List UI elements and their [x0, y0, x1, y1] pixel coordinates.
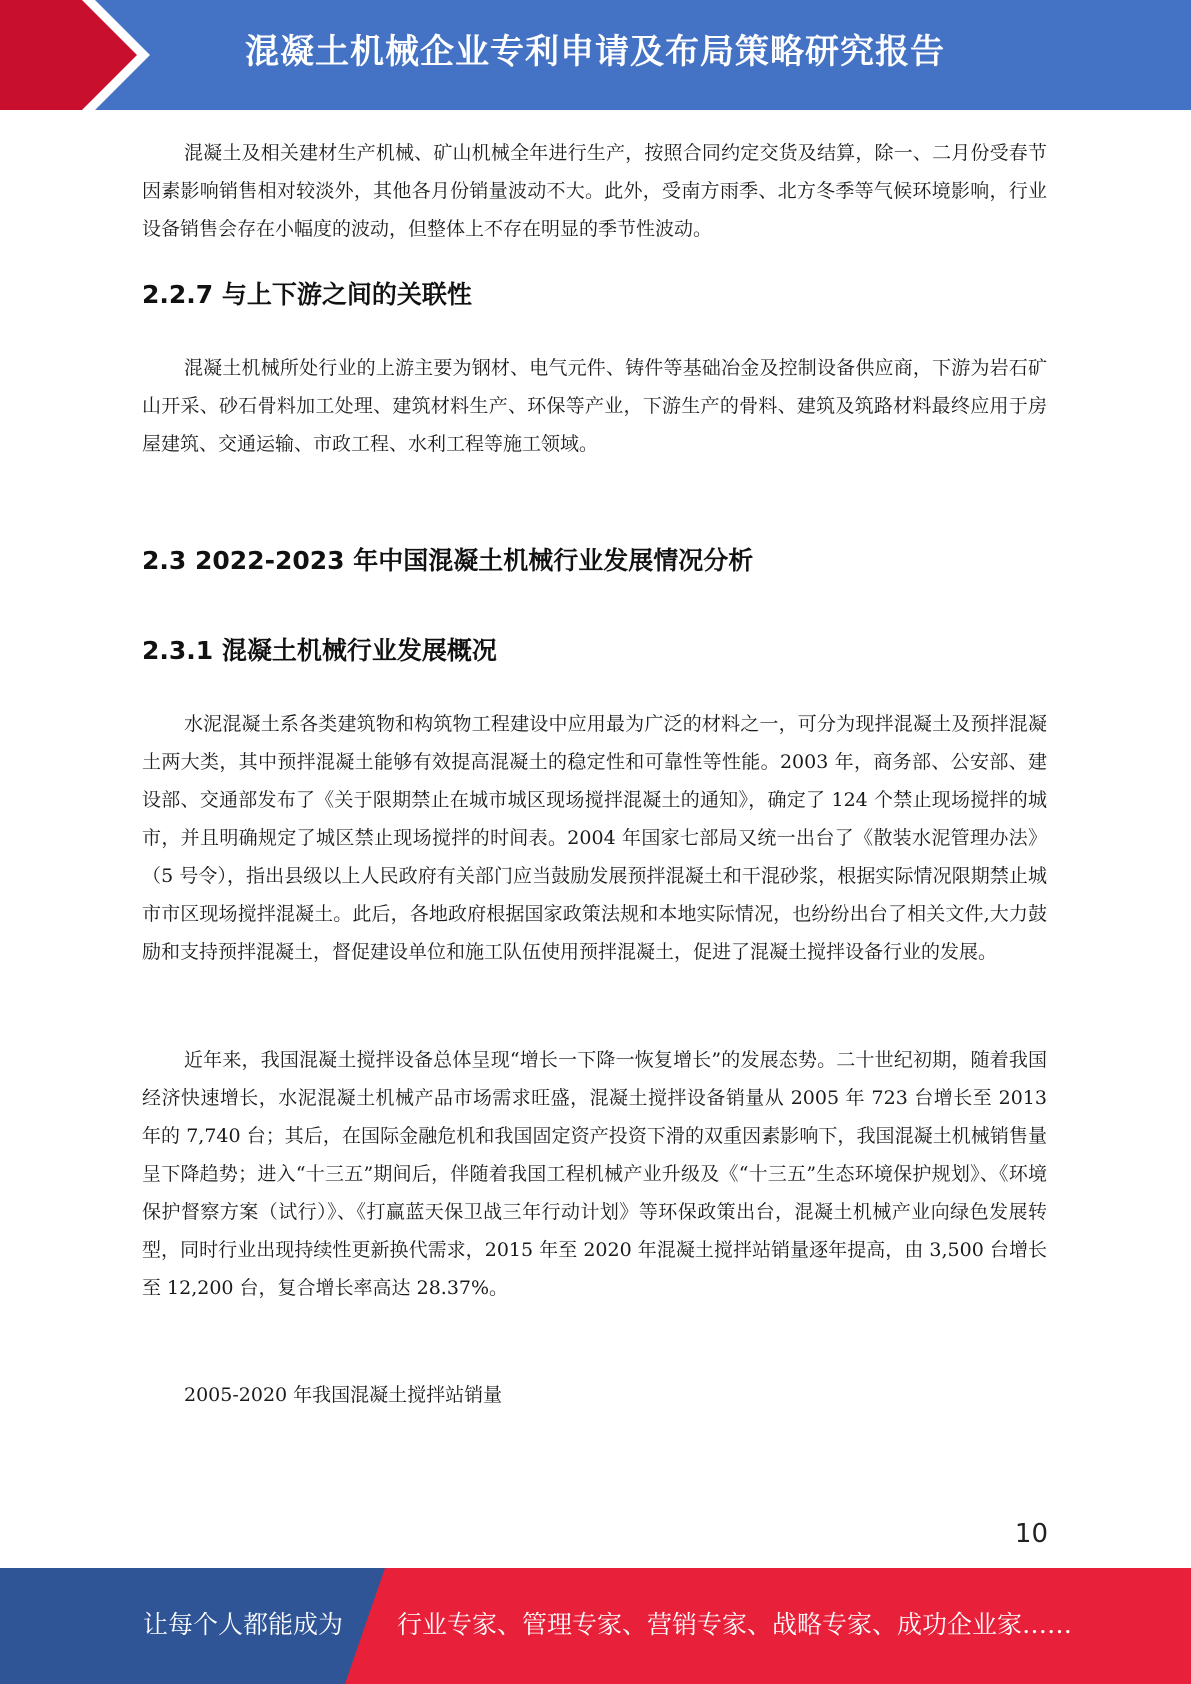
- paragraph-upstream-downstream: 混凝土机械所处行业的上游主要为钢材、电气元件、铸件等基础冶金及控制设备供应商，下游为岩石矿山开采、砂石骨料加工处理、建筑材料生产、环保等产业，下游生产的骨料、建筑及筑路材料最终应用于房屋建筑、交通运输、市政工程、水利工程等施工领域。: [142, 357, 1047, 455]
- section-heading-2-3-1: 2.3.1 混凝土机械行业发展概况: [142, 636, 497, 665]
- section-heading-2-2-7: 2.2.7 与上下游之间的关联性: [142, 280, 472, 309]
- footer-slogan-left: 让每个人都能成为: [143, 1610, 344, 1639]
- paragraph-seasonality: 混凝土及相关建材生产机械、矿山机械全年进行生产，按照合同约定交货及结算，除一、二月份受春节因素影响销售相对较淡外，其他各月份销量波动不大。此外，受南方雨季、北方冬季等气候环境影响，行业设备销售会存在小幅度的波动，但整体上不存在明显的季节性波动。: [142, 142, 1047, 240]
- section-heading-2-3: 2.3 2022-2023 年中国混凝土机械行业发展情况分析: [142, 546, 754, 575]
- header-chevron-decoration: [0, 0, 150, 110]
- report-title: 混凝土机械企业专利申请及布局策略研究报告: [245, 32, 945, 72]
- page-number: 10: [1014, 1519, 1048, 1549]
- footer-banner: [0, 1568, 1191, 1684]
- paragraph-development-trend: 近年来，我国混凝土搅拌设备总体呈现“增长一下降一恢复增长”的发展态势。二十世纪初期，随着我国经济快速增长，水泥混凝土机械产品市场需求旺盛，混凝土搅拌设备销量从 2005 年 723 台增长至 2013 年的 7,740 台；其后，在国际金融危机和我国固定资产投资下滑的双重因素影响下，我国混凝土机械销售量呈下降趋势；进入“十三五”期间后，伴随着我国工程机械产业升级及《“十三五”生态环境保护规划》、《环境保护督察方案（试行）》、《打赢蓝天保卫战三年行动计划》等环保政策出台，混凝土机械产业向绿色发展转型，同时行业出现持续性更新换代需求，2015 年至 2020 年混凝土搅拌站销量逐年提高，由 3,500 台增长至 12,200 台，复合增长率高达 28.37%。: [142, 1049, 1047, 1299]
- figure-caption: 2005-2020 年我国混凝土搅拌站销量: [184, 1384, 503, 1406]
- footer-slogan-right: 行业专家、管理专家、营销专家、战略专家、成功企业家……: [397, 1610, 1073, 1639]
- paragraph-industry-overview: 水泥混凝土系各类建筑物和构筑物工程建设中应用最为广泛的材料之一，可分为现拌混凝土及预拌混凝土两大类，其中预拌混凝土能够有效提高混凝土的稳定性和可靠性等性能。2003 年，商务部、公安部、建设部、交通部发布了《关于限期禁止在城市城区现场搅拌混凝土的通知》，确定了 124 个禁止现场搅拌的城市，并且明确规定了城区禁止现场搅拌的时间表。2004 年国家七部局又统一出台了《散装水泥管理办法》（5 号令），指出县级以上人民政府有关部门应当鼓励发展预拌混凝土和干混砂浆，根据实际情况限期禁止城市市区现场搅拌混凝土。此后，各地政府根据国家政策法规和本地实际情况，也纷纷出台了相关文件,大力鼓励和支持预拌混凝土，督促建设单位和施工队伍使用预拌混凝土，促进了混凝土搅拌设备行业的发展。: [142, 713, 1047, 963]
- header-banner: [0, 0, 1191, 110]
